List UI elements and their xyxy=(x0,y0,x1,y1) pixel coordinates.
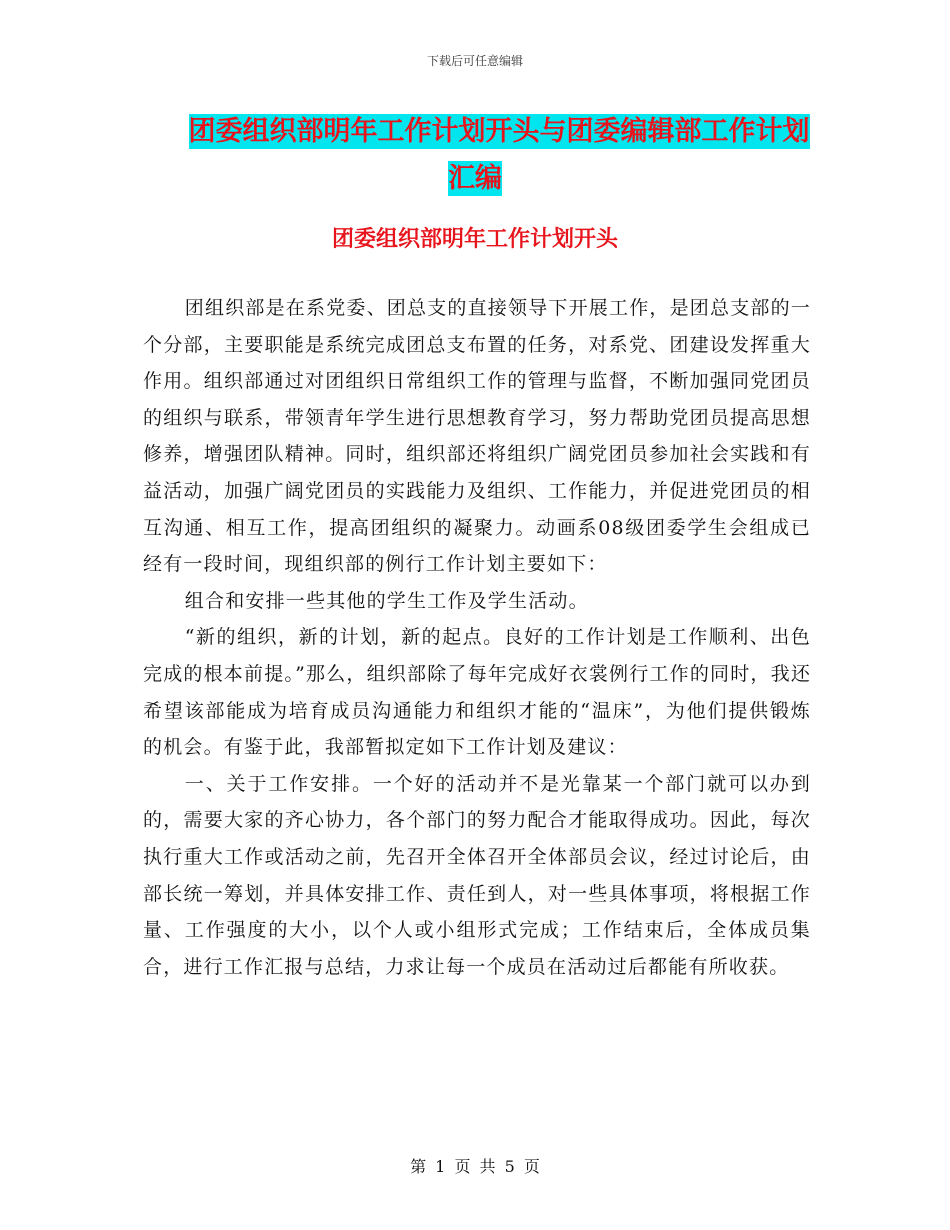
page-header-note: 下载后可任意编辑 xyxy=(426,54,523,68)
paragraph: 团组织部是在系党委、团总支的直接领导下开展工作，是团总支部的一个分部，主要职能是系统完成团总支布置的任务，对系党、团建设发挥重大作用。组织部通过对团组织日常组织工作的管理与监督，不断加强同党团员的组织与联系，带领青年学生进行思想教育学习，努力帮助党团员提高思想修养，增强团队精神。同时，组织部还将组织广阔党团员参加社会实践和有益活动，加强广阔党团员的实践能力及组织、工作能力，并促进党团员的相互沟通、相互工作，提高团组织的凝聚力。动画系08级团委学生会组成已经有一段时间，现组织部的例行工作计划主要如下： xyxy=(143,297,811,576)
body-text xyxy=(143,290,811,985)
document-title xyxy=(0,108,950,202)
paragraph: 一、关于工作安排。一个好的活动并不是光靠某一个部门就可以办到的，需要大家的齐心协力，各个部门的努力配合才能取得成功。因此，每次执行重大工作或活动之前，先召开全体召开全体部员会议，经过讨论后，由部长统一筹划，并具体安排工作、责任到人，对一些具体事项，将根据工作量、工作强度的大小，以个人或小组形式完成；工作结束后，全体成员集合，进行工作汇报与总结，力求让每一个成员在活动过后都能有所收获。 xyxy=(143,772,811,978)
page-number-footer: 第 1 页 共 5 页 xyxy=(410,1157,540,1176)
document-title-line-1: 团委组织部明年工作计划开头与团委编辑部工作计划 xyxy=(188,116,810,147)
paragraph: “新的组织，新的计划，新的起点。良好的工作计划是工作顺利、出色完成的根本前提。”那么，组织部除了每年完成好衣裳例行工作的同时，我还希望该部能成为培育成员沟通能力和组织才能的“温床”，为他们提供锻炼的机会。有鉴于此，我部暂拟定如下工作计划及建议： xyxy=(143,626,812,759)
paragraph: 组合和安排一些其他的学生工作及学生活动。 xyxy=(184,589,589,612)
document-title-line-2: 汇编 xyxy=(448,163,502,194)
section-heading: 团委组织部明年工作计划开头 xyxy=(331,227,618,252)
